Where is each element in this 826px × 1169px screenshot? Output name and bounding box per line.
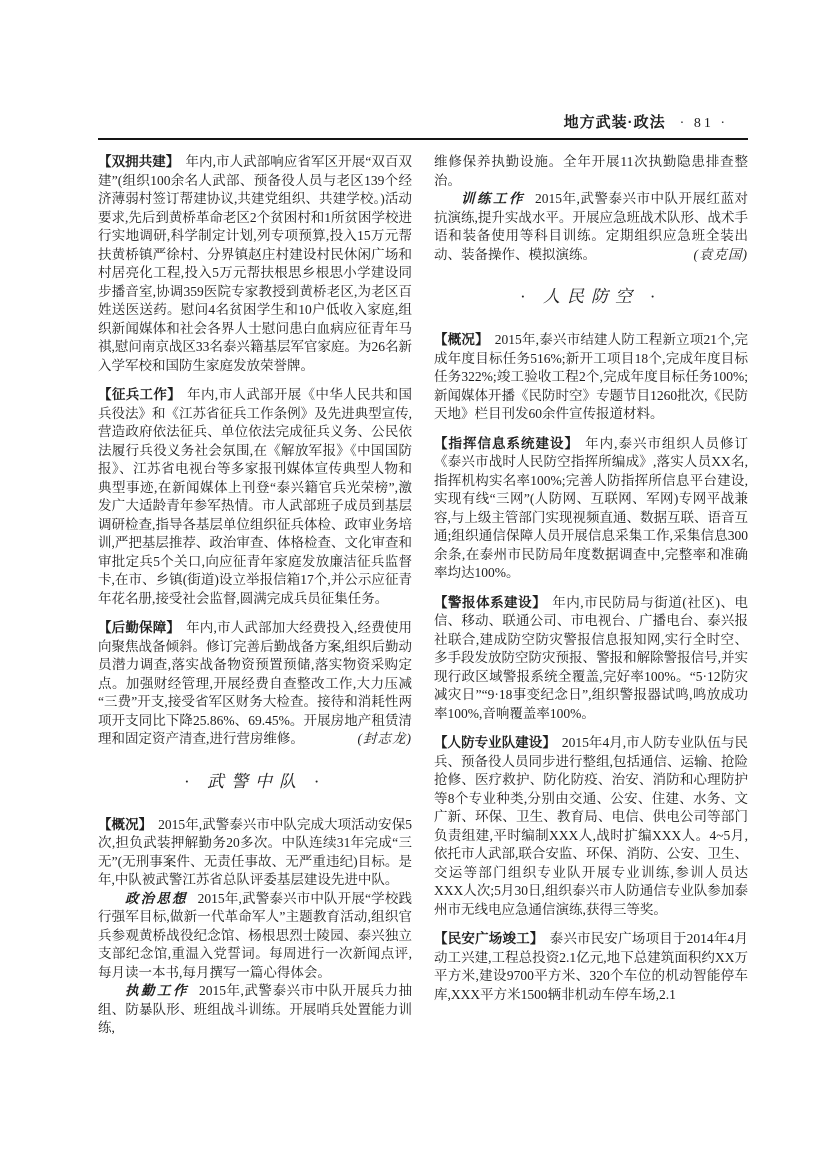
subentry-body: 2015年,武警泰兴市中队开展“学校践行强军目标,做新一代革命军人”主题教育活动,组织官兵参观黄桥战役纪念馆、杨根思烈士陵园、泰兴独立支部纪念馆,重温入党誓词。每周进行一次新闻点评,每月读一本书,每月撰写一篇心得体会。 xyxy=(98,890,413,980)
column-right xyxy=(434,153,748,1038)
entry-body: 年内,市民防局与街道(社区)、电信、移动、联通公司、市电视台、广播电台、泰兴报社联合,建成防空防灾警报信息报知网,实行全时空、多手段发放防空防灾预报、警报和解除警报信号,并实现行政区域警报系统全覆盖,完好率100%。“5·12防灾减灾日”“9·18事变纪念日”,组织警报器试鸣,鸣放成功率100%,音响覆盖率100%。 xyxy=(434,594,748,721)
subentry-zhengzhi-sixiang xyxy=(98,890,412,983)
entry-head: 【指挥信息系统建设】 xyxy=(434,435,580,451)
entry-body: 2015年,泰兴市结建人防工程新立项21个,完成年度目标任务516%;新开工项目18个,完成年度目标任务322%;竣工验收工程2个,完成年度目标任务100%;新闻媒体开播《民防时空》专题节目1260批次,《民防天地》栏目刊发60余件宣传报道材料。 xyxy=(434,332,749,421)
subentry-head: 政治思想 xyxy=(125,890,188,906)
entry-body: 年内,市人武部开展《中华人民共和国兵役法》和《江苏省征兵工作条例》及先进典型宣传,营造政府依法征兵、单位依法完成征兵义务、公民依法履行兵役义务社会氛围,在《解放军报》《中国国防报》、江苏省电视台等多家报刊媒体宣传典型人物和典型事迹,在新闻媒体上刊登“泰兴籍官兵光荣榜”,激发广大适龄青年参军热情。市人武部班子成员到基层调研检查,指导各基层单位组织征兵体检、政审业务培训,严把基层推荐、政治审查、体格检查、文化审查和审批定兵5个关口,向应征青年家庭发放廉洁征兵监督卡,在市、乡镇(街道)设立举报信箱17个,并公示应征青年花名册,接受社会监督,圆满完成兵员征集任务。 xyxy=(98,387,413,606)
subentry-xunlian-gongzuo xyxy=(434,190,748,264)
entry-head: 【概况】 xyxy=(434,332,489,347)
subentry-head: 执勤工作 xyxy=(125,983,190,998)
entry-renfang-zhuanyedui xyxy=(434,734,748,919)
entry-head: 【概况】 xyxy=(98,816,153,832)
page-number: · 81 · xyxy=(679,116,728,131)
entry-body: 年内,市人武部响应省军区开展“双百双建”(组织100余名人武部、预备役人员与老区139个经济薄弱村签订帮建协议,共建党组织、共建学校。)活动要求,先后到黄桥革命老区2个贫困村和1所贫困学校进行实地调研,科学制定计划,列专项预算,投入15万元帮扶黄桥镇严徐村、分界镇赵庄村建设村民休闲广场和村居亮化工程,投入5万元帮扶根思乡根思小学建设同步播音室,协调359医院专家教授到黄桥老区,为老区百姓送医送药。慰问4名贫困学生和10户低收入家庭,组织新闻媒体和社会各界人士慰问患白血病应征青年马祺,慰问南京战区33名泰兴籍基层军官家庭。为26名新入学军校和国防生家庭发放荣誉牌。 xyxy=(98,154,413,373)
section-heading-wujing-zhongdui: · 武警中队 · xyxy=(184,771,326,791)
entry-gaikuang-wujing xyxy=(98,816,412,890)
subentry-body: 2015年,武警泰兴市中队开展红蓝对抗演练,提升实战水平。开展应急班战术队形、战术手语和装备使用等科目训练。定期组织应急班全装出动、装备操作、模拟演练。 xyxy=(434,191,749,262)
subentry-zhiqin-gongzuo xyxy=(98,982,412,1038)
column-left xyxy=(98,153,412,1038)
author-signature: (封志龙) xyxy=(357,731,412,746)
page-header xyxy=(98,112,748,134)
text-columns xyxy=(98,153,748,1038)
subentry-head: 训练工作 xyxy=(461,191,526,206)
author-signature: (袁克国) xyxy=(693,246,748,262)
entry-gaikuang-renfang xyxy=(434,331,748,424)
entry-body: 2015年4月,市人防专业队伍与民兵、预备役人员同步进行整组,包括通信、运输、抢险抢修、医疗救护、防化防疫、治安、消防和心理防护等8个专业种类,分别由交通、公安、住建、水务、文广新、环保、卫生、教育局、电信、供电公司等部门负责组建,平时编制XXX人,战时扩编XXX人。4~5月,依托市人武部,联合安监、环保、消防、公安、卫生、交运等部门组织专业队开展专业训练,参训人员达XXX人次;5月30日,组织泰兴市人防通信专业队参加泰州市无线电应急通信演练,获得三等奖。 xyxy=(434,735,749,917)
subentry-body: 2015年,武警泰兴市中队开展兵力抽组、防暴队形、班组战斗训练。开展哨兵处置能力训练, xyxy=(98,983,413,1035)
entry-head: 【人防专业队建设】 xyxy=(434,735,556,750)
header-rule xyxy=(98,138,748,140)
entry-head: 【双拥共建】 xyxy=(98,154,180,169)
entry-body: 年内,泰兴市组织人员修订《泰兴市战时人民防空指挥所编成》,落实人员XX名,指挥机构实名率100%;完善人防指挥所信息平台建设,实现有线“三网”(人防网、互联网、军网)专网平战兼容,与上级主管部门实现视频直通、数据互联、语音互通;组织通信保障人员开展信息采集工作,采集信息300余条,在泰州市民防局年度数据调查中,完整率和准确率均达100%。 xyxy=(434,435,749,580)
entry-body: 2015年,武警泰兴市中队完成大项活动安保5次,担负武装押解勤务20多次。中队连续31年完成“三无”(无刑事案件、无责任事故、无严重违纪)目标。是年,中队被武警江苏省总队评委基层建设先进中队。 xyxy=(98,816,413,887)
entry-jingbao-tixi xyxy=(434,594,748,724)
entry-body: 泰兴市民安广场项目于2014年4月动工兴建,工程总投资2.1亿元,地下总建筑面积约XX万平方米,建设9700平方米、320个车位的机动智能停车库,XXX平方米1500辆非机动车停车场,2.1 xyxy=(434,931,749,1002)
entry-head: 【警报体系建设】 xyxy=(434,594,547,610)
entry-head: 【征兵工作】 xyxy=(98,387,182,402)
entry-head: 【后勤保障】 xyxy=(98,620,181,635)
entry-zhihui-xinxi-xitong xyxy=(434,435,748,583)
page-content xyxy=(98,112,748,1038)
entry-houqin-baozhang xyxy=(98,619,412,749)
running-head-title: 地方武装·政法 xyxy=(563,114,666,131)
entry-body: 年内,市人武部加大经费投入,经费使用向聚焦战备倾斜。修订完善后勤战备方案,组织后勤动员潜力调查,落实战备物资预置预储,落实物资采购定点。加强财经管理,开展经费自查整改工作,大力压减“三费”开支,接受省军区财务大检查。接待和消耗性两项开支同比下降25.86%、69.45%。开展房地产租赁清理和固定资产清查,进行营房维修。 xyxy=(98,620,413,746)
entry-head: 【民安广场竣工】 xyxy=(434,931,544,946)
subentry-zhiqin-continuation: 维修保养执勤设施。全年开展11次执勤隐患排查整治。 xyxy=(434,154,748,188)
entry-minan-guangchang xyxy=(434,930,748,1004)
entry-zhengbing-gongzuo xyxy=(98,386,412,608)
section-heading-renmin-fangkong: · 人民防空 · xyxy=(520,287,662,306)
entry-shuangyong-gongjian xyxy=(98,153,412,375)
